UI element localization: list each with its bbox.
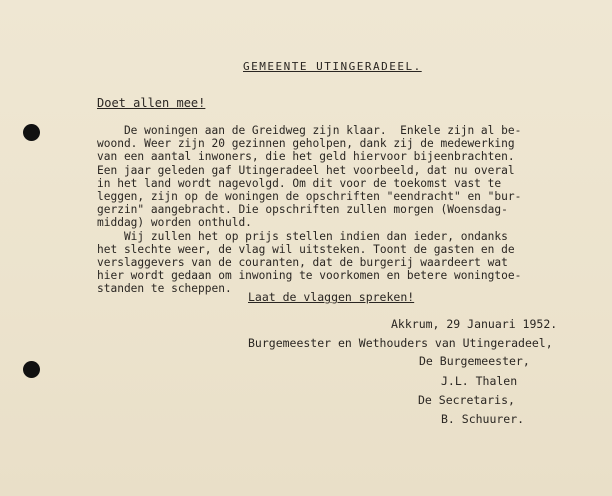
body-line: Een jaar geleden gaf Utingeradeel het voorbeeld, dat nu overal bbox=[97, 163, 515, 177]
secretary-title: De Secretaris, bbox=[418, 393, 515, 407]
authority-line: Burgemeester en Wethouders van Utingeradeel, bbox=[248, 336, 553, 350]
body-line: van een aantal inwoners, die het geld hiervoor bijeenbrachten. bbox=[97, 150, 515, 164]
body-line: in het land wordt nagevolgd. Om dit voor de toekomst vast te bbox=[97, 176, 502, 190]
body-line: leggen, zijn op de woningen de opschriften "eendracht" en "bur- bbox=[97, 190, 522, 204]
body-line: het slechte weer, de vlag wil uitsteken. Toont de gasten en de bbox=[97, 242, 515, 256]
place-date: Akkrum, 29 Januari 1952. bbox=[391, 317, 558, 331]
body-line: standen te scheppen. bbox=[97, 282, 232, 296]
body-line: verslaggevers van de couranten, dat de burgerij waardeert wat bbox=[97, 256, 508, 270]
body-line: woond. Weer zijn 20 gezinnen geholpen, dank zij de medewerking bbox=[97, 137, 515, 151]
body-line: De woningen aan de Greidweg zijn klaar. Enkele zijn al be- bbox=[97, 124, 522, 137]
body-line: hier wordt gedaan om inwoning te voorkomen en betere woningtoe- bbox=[97, 269, 522, 283]
letter-heading: Doet allen mee! bbox=[97, 96, 206, 110]
mayor-name: J.L. Thalen bbox=[441, 374, 518, 388]
body-line: middag) worden onthuld. bbox=[97, 216, 252, 230]
punch-hole-bottom bbox=[23, 361, 40, 378]
body-line: Wij zullen het op prijs stellen indien dan ieder, ondanks bbox=[97, 229, 508, 243]
body-line: gerzin" aangebracht. Die opschriften zullen morgen (Woensdag- bbox=[97, 203, 508, 217]
secretary-name: B. Schuurer. bbox=[441, 412, 525, 426]
municipality-title: GEMEENTE UTINGERADEEL. bbox=[243, 60, 422, 73]
slogan: Laat de vlaggen spreken! bbox=[248, 290, 415, 304]
punch-hole-top bbox=[23, 124, 40, 141]
mayor-title: De Burgemeester, bbox=[419, 354, 530, 368]
letter-body bbox=[97, 124, 587, 296]
